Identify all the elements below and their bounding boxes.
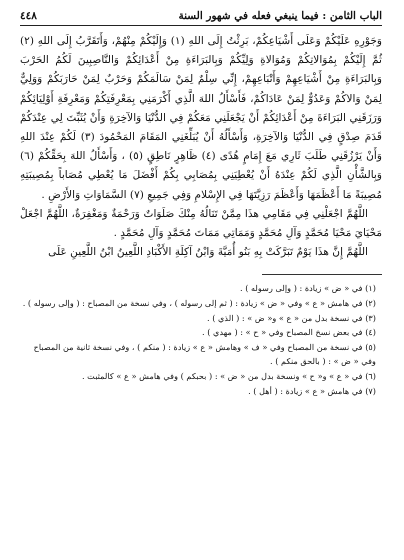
footnote: (٣) في نسخة بدل من « ع » و« ض » : ( الذي ) .: [207, 312, 376, 323]
footnote: (٦) في « ع » و« ح » ونسخة بدل من « ض » : ( بحبكم ) وفي هامش « ع » كالمثبت .: [81, 371, 376, 381]
footnote-divider: [262, 274, 382, 275]
footnote: (٧) في هامش « ع » زيادة : ( أهل ) .: [248, 385, 376, 396]
chapter-title: الباب الثامن : فيما ينبغي فعله في شهور السنة: [178, 10, 382, 22]
main-text: [20, 32, 382, 262]
footnote: (٤) في بعض نسخ المصباح وفي « ح » : ( مهدي ) .: [202, 327, 376, 338]
paragraph: اللَّهُمَّ إِنَّ هذَا يَوْمٌ تَبَرَّكَتْ بِهِ بَنُو أُمَيَّةَ وَابْنُ آكِلَةِ الأَكْبَادِ اللَّعِينُ ابْنُ اللَّعِينِ عَلَى: [48, 246, 368, 259]
footnotes: [20, 281, 382, 398]
paragraph: وَجَوْرِهِ عَلَيْكُمْ وَعَلَى أَشْيَاعِكُمْ، بَرِئْتُ إِلَى اللهِ (١) وَإِلَيْكُمْ مِنْهُمْ، وَأَتَقَرَّبُ إِلَى اللهِ (٢) ثُمَّ إِلَيْكُمْ بِمُوَالاتِكُمْ وَمُوَالاةِ وَلِيِّكُمْ وَبِالبَرَاءَةِ مِنْ أَعْدَائِكُمْ وَالنَّاصِبِينَ لَكُمُ الحَرْبَ وَبِالبَرَاءَةِ مِنْ أَشْيَاعِهِمْ وَأَتْبَاعِهِمْ، إِنِّي سِلْمٌ لِمَنْ سَالَمَكُمْ وَحَرْبٌ لِمَنْ حَارَبَكُمْ وَوَلِيٌّ لِمَنْ وَالاكُمْ وَعَدُوٌّ لِمَنْ عَادَاكُمْ، فَأَسْأَلُ اللهَ الَّذِي أَكْرَمَنِي بِمَعْرِفَتِكُمْ وَمَعْرِفَةِ أَوْلِيَائِكُمْ وَرَزَقَنِي البَرَاءَةَ مِنْ أَعْدَائِكُمْ أَنْ يَجْعَلَنِي مَعَكُمْ فِي الدُّنْيَا وَالآخِرَةِ وَأَنْ يُثَبِّتَ لِي عِنْدَكُمْ قَدَمَ صِدْقٍ فِي الدُّنْيَا وَالآخِرَةِ، وَأَسْأَلُهُ أَنْ يُبَلِّغَنِي المَقَامَ المَحْمُودَ (٣) لَكُمْ عِنْدَ اللهِ وَأَنْ يَرْزُقَنِي طَلَبَ ثَارِي مَعَ إِمَامٍ هُدًى (٤) ظَاهِرٍ نَاطِقٍ (٥) ، وَأَسْأَلُ اللهَ بِحَقِّكُمْ (٦) وَبِالشَّأْنِ الَّذِي لَكُمْ عِنْدَهُ أَنْ يُعْطِيَنِي بِمُصَابِي بِكُمْ أَفْضَلَ مَا يُعْطِي مُصَاباً بِمُصِيبَتِهِ مُصِيبَةً مَا أَعْظَمَهَا وَأَعْظَمَ رَزِيَّتَهَا فِي الإِسْلامِ وَفِي جَمِيعِ (٧) السَّمَاوَاتِ وَالأَرْضِ .: [20, 35, 382, 201]
paragraph: اللَّهُمَّ اجْعَلْنِي فِي مَقَامِي هذَا مِمَّنْ تَنَالُهُ مِنْكَ صَلَوَاتٌ وَرَحْمَةٌ وَمَغْفِرَةٌ، اللَّهُمَّ اجْعَلْ مَحْيَايَ مَحْيَا مُحَمَّدٍ وَآلِ مُحَمَّدٍ وَمَمَاتِي مَمَاتَ مُحَمَّدٍ وَآلِ مُحَمَّدٍ .: [20, 207, 382, 240]
footnote: (٥) في نسخة من المصباح وفي « ف » وهامش « ع » زيادة : ( منكم ) ، وفي نسخة ثانية من المصباح وفي « ض » : ( بالحق منكم ) .: [33, 341, 376, 367]
running-header: [20, 10, 382, 26]
page-number: ٤٤٨: [20, 10, 37, 22]
footnote: (١) في « ض » زيادة : ( وإلى رسوله ) .: [240, 283, 376, 294]
footnote: (٢) في هامش « ع » وفي « ض » زيادة : ( ثم إلى رسوله ) ، وفي نسخة من المصباح : ( وإلى رسوله ) .: [22, 298, 376, 309]
